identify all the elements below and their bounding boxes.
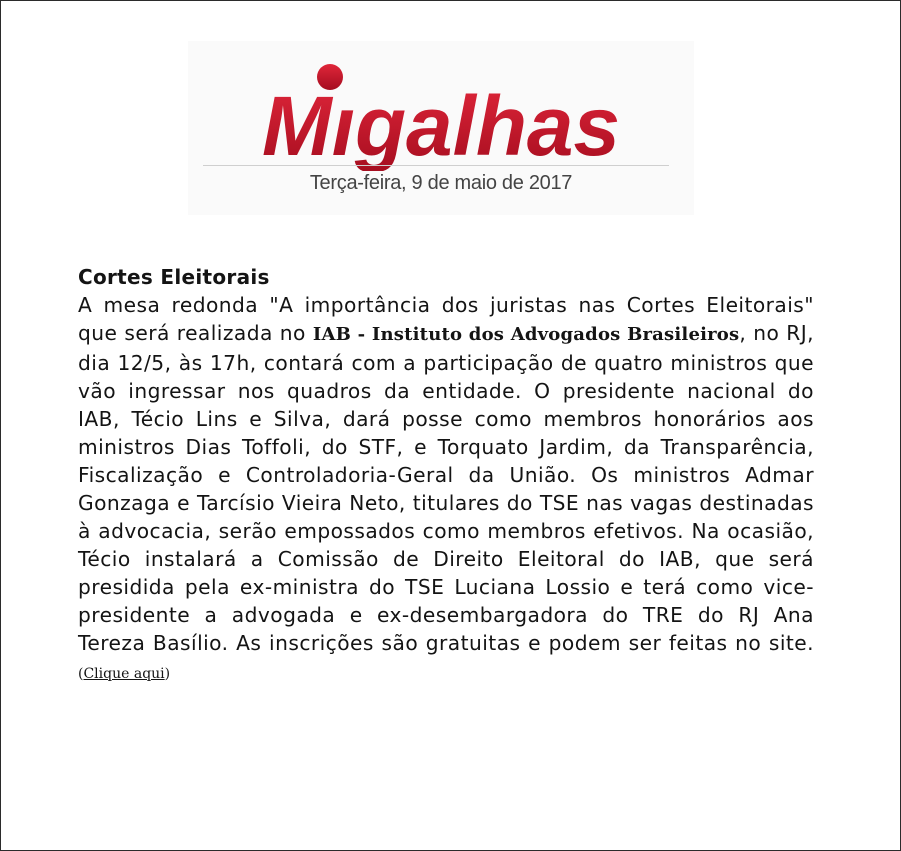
article-body: [78, 291, 814, 688]
link-paren-close: ): [164, 666, 171, 682]
site-link-wrapper: [78, 666, 170, 682]
news-article: [78, 263, 814, 688]
masthead-divider: [203, 165, 669, 166]
article-text-part2: , no RJ, dia 12/5, às 17h, contará com a participação de quatro ministros que vão ingressar nos quadros da entidade. O presidente nacional do IAB, Técio Lins e Silva, dará posse como membros honorários aos ministros Dias Toffoli, do STF, e Torquato Jardim, da Transparência, Fiscalização e Controladoria-Geral da União. Os ministros Admar Gonzaga e Tarcísio Vieira Neto, titulares do TSE nas vagas destinadas à advocacia, serão empossados como membros efetivos. Na ocasião, Técio instalará a Comissão de Direito Eleitoral do IAB, que será presidida pela ex-ministra do TSE Luciana Lossio e terá como vice-presidente a advogada e ex-desembargadora do TRE do RJ Ana Tereza Basílio. As inscrições são gratuitas e podem ser feitas no site.: [78, 321, 814, 655]
issue-date: Terça-feira, 9 de maio de 2017: [309, 172, 573, 194]
link-paren-open: (: [78, 666, 84, 682]
svg-text:Mıgalhas: Mıgalhas: [262, 79, 620, 171]
institution-name: IAB - Instituto dos Advogados Brasileiros: [312, 324, 740, 345]
article-text-part1: A mesa redonda "A importância dos juristas nas Cortes Eleitorais" que será realizada no: [78, 293, 814, 345]
clique-aqui-link[interactable]: Clique aqui: [83, 666, 165, 682]
migalhas-logo: [258, 55, 628, 171]
masthead: [188, 41, 694, 215]
article-headline: Cortes Eleitorais: [78, 265, 270, 289]
